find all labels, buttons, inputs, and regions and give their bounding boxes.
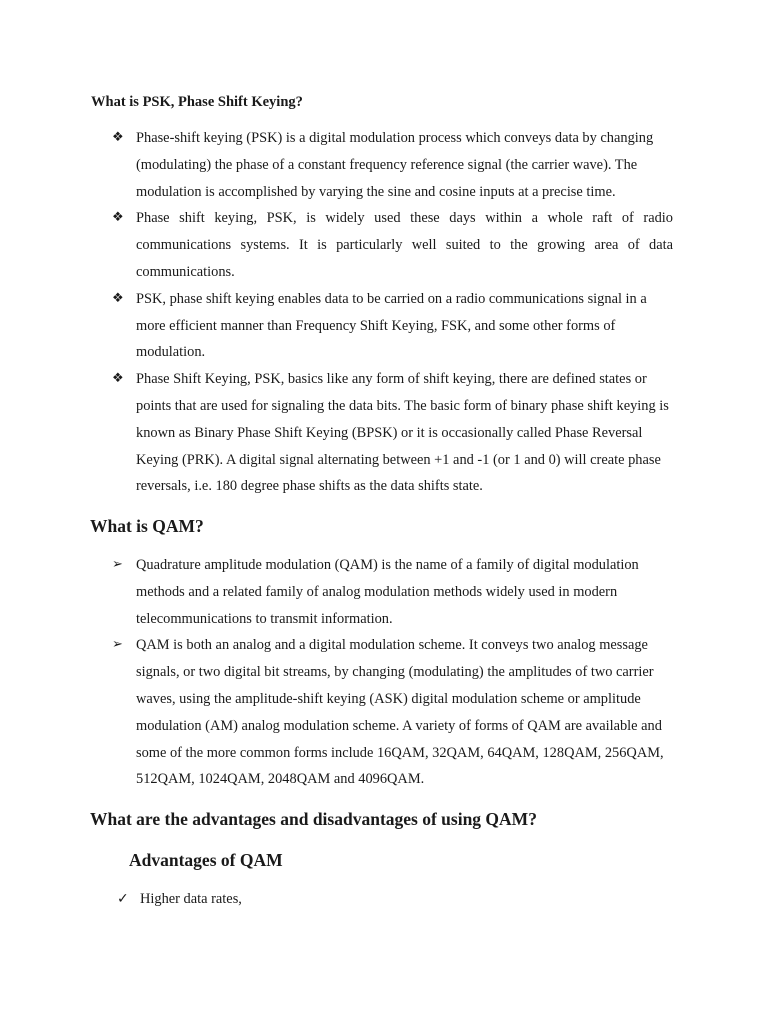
list-item xyxy=(0,552,673,632)
psk-bullet-text: PSK, phase shift keying enables data to be carried on a radio communications signal in a more efficient manner than Frequency Shift Keying, FSK, and some other forms of modulation. xyxy=(136,290,647,361)
list-item xyxy=(0,366,673,500)
psk-heading: What is PSK, Phase Shift Keying? xyxy=(91,94,303,110)
arrow-bullet-icon: ➢ xyxy=(112,557,123,572)
list-item xyxy=(0,632,673,793)
list-item xyxy=(0,886,677,913)
diamond-bullet-icon: ❖ xyxy=(112,130,124,145)
psk-bullet-text: Phase shift keying, PSK, is widely used these days within a whole raft of radio communications systems. It is particularly well suited to the growing area of data communications. xyxy=(136,210,673,280)
list-item xyxy=(0,286,673,366)
list-item xyxy=(0,205,673,285)
diamond-bullet-icon: ❖ xyxy=(112,290,124,306)
psk-bullet-list xyxy=(0,125,768,500)
qam-bullet-text: QAM is both an analog and a digital modulation scheme. It conveys two analog message signals, or two digital bit streams, by changing (modulating) the amplitudes of two carrier waves, using the amplitude-shift keying (ASK) digital modulation scheme or amplitude modulation (AM) analog modulation scheme. A variety of forms of QAM are available and some of the more common forms include 16QAM, 32QAM, 64QAM, 128QAM, 256QAM, 512QAM, 1024QAM, 2048QAM and 4096QAM. xyxy=(136,637,664,788)
diamond-bullet-icon: ❖ xyxy=(112,371,124,387)
check-bullet-icon: ✓ xyxy=(117,891,129,907)
psk-bullet-text: Phase Shift Keying, PSK, basics like any form of shift keying, there are defined states or points that are used for signaling the data bits. The basic form of binary phase shift keying is known as Binary Phase Shift Keying (BPSK) or it is occasionally called Phase Reversal Keying (PRK). A digital signal alternating between +1 and -1 (or 1 and 0) will create phase reversals, i.e. 180 degree phase shifts as the data shifts state. xyxy=(136,371,669,495)
qam-bullet-text: Quadrature amplitude modulation (QAM) is the name of a family of digital modulation methods and a related family of analog modulation methods widely used in modern telecommunications to transmit information. xyxy=(136,557,639,627)
advantage-text: Higher data rates, xyxy=(140,891,242,907)
advantages-subheading: Advantages of QAM xyxy=(129,850,283,870)
arrow-bullet-icon: ➢ xyxy=(112,637,123,653)
psk-bullet-text: Phase-shift keying (PSK) is a digital modulation process which conveys data by changing (modulating) the phase of a constant frequency reference signal (the carrier wave). The modulation is accomplished by varying the sine and cosine inputs at a precise time. xyxy=(136,130,654,200)
qam-bullet-list xyxy=(0,552,768,793)
diamond-bullet-icon: ❖ xyxy=(112,210,124,226)
advantages-question-heading: What are the advantages and disadvantages of using QAM? xyxy=(90,809,537,829)
list-item xyxy=(0,125,673,205)
advantages-bullet-list xyxy=(0,886,768,913)
qam-heading: What is QAM? xyxy=(90,516,204,536)
